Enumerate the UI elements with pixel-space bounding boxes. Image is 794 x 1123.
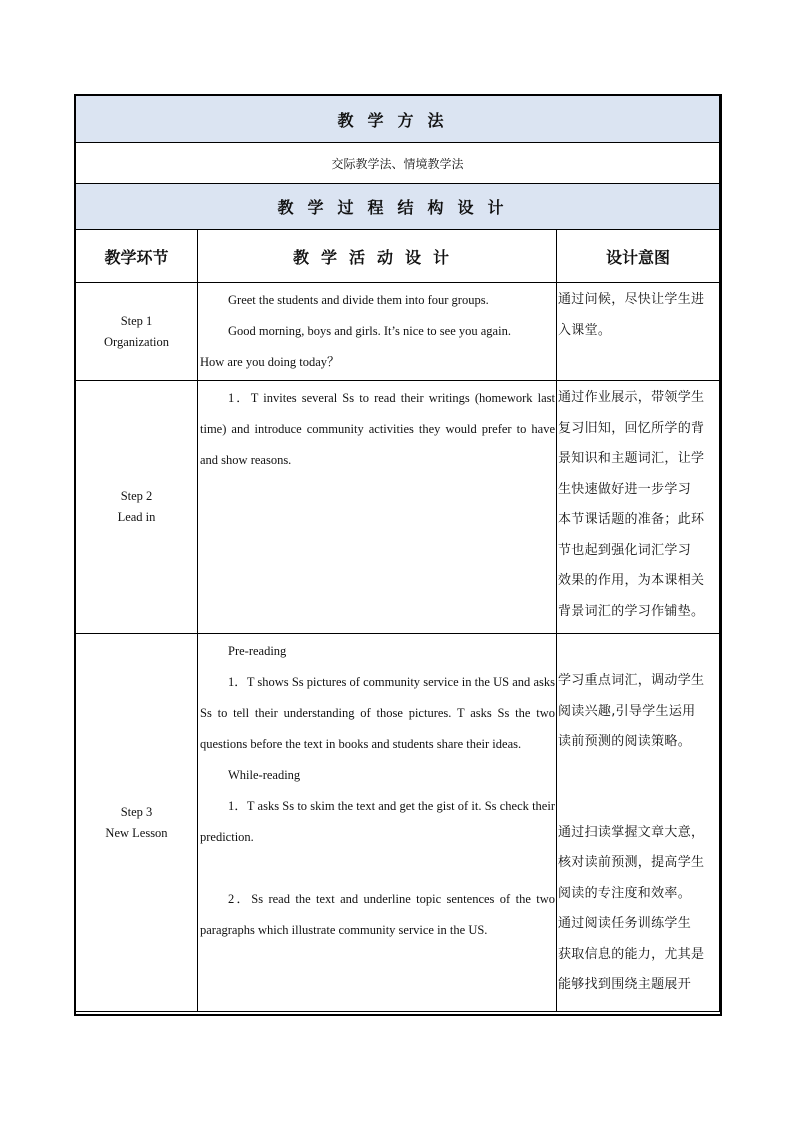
spacer bbox=[558, 636, 719, 666]
spacer bbox=[558, 788, 719, 818]
step-2-intent-line: 景知识和主题词汇，让学 bbox=[558, 451, 705, 466]
step-3-intent-line: 核对读前预测，提高学生 bbox=[558, 855, 705, 870]
step-1-activity-good-morning: Good morning, boys and girls. It’s nice to see you again. bbox=[228, 324, 511, 338]
process-header-row bbox=[76, 184, 720, 230]
step-2-intent-line: 本节课话题的准备；此环 bbox=[558, 512, 705, 527]
step-2-intent-line: 背景词汇的学习作铺垫。 bbox=[558, 603, 705, 619]
step-1-activities bbox=[198, 283, 557, 381]
table-row-step-2 bbox=[76, 381, 720, 634]
step-2-activities bbox=[198, 381, 557, 634]
column-header-row bbox=[76, 230, 720, 283]
column-header-stage: 教学环节 bbox=[76, 230, 198, 283]
spacer bbox=[200, 853, 555, 884]
step-2-cell bbox=[76, 381, 198, 634]
method-header: 教学方法 bbox=[76, 96, 720, 143]
step-3-intent-line: 读前预测的阅读策略。 bbox=[558, 734, 692, 749]
step-1-subtitle: Organization bbox=[103, 334, 170, 349]
step-3-intent-line: 通过扫读掌握文章大意， bbox=[558, 824, 705, 840]
step-2-intent-line: 复习旧知，回忆所学的背 bbox=[558, 420, 705, 436]
step-2-intent-line: 效果的作用，为本课相关 bbox=[558, 573, 705, 588]
step-2-intent-line: 节也起到强化词汇学习 bbox=[558, 542, 692, 558]
step-2-intent bbox=[557, 381, 720, 634]
step-1-title: Step 1 bbox=[120, 313, 153, 328]
method-value: 交际教学法、情境教学法 bbox=[76, 143, 720, 184]
step-1-cell bbox=[76, 283, 198, 381]
step-3-subtitle: New Lesson bbox=[105, 825, 168, 840]
step-2-activity-writings: 1．T invites several Ss to read their writings (homework last time) and introduce community activities they would prefer to have and show reasons. bbox=[200, 391, 555, 467]
step-3-cell bbox=[76, 634, 198, 1012]
step-1-intent-line: 入课堂。 bbox=[558, 322, 612, 338]
step-3-while-reading-heading: While-reading bbox=[228, 768, 301, 782]
step-1-intent bbox=[557, 283, 720, 381]
step-1-intent-line: 通过问候，尽快让学生进 bbox=[558, 292, 705, 307]
step-3-intent-line: 通过阅读任务训练学生 bbox=[558, 916, 692, 931]
step-3-intent-line: 阅读的专注度和效率。 bbox=[558, 885, 692, 901]
step-3-intent-line: 阅读兴趣,引导学生运用 bbox=[558, 703, 696, 719]
spacer bbox=[558, 758, 719, 788]
step-2-intent-line: 通过作业展示，带领学生 bbox=[558, 390, 705, 405]
step-3-title: Step 3 bbox=[120, 804, 153, 819]
step-3-intent-line: 学习重点词汇，调动学生 bbox=[558, 673, 705, 688]
column-header-intent: 设计意图 bbox=[557, 230, 720, 283]
step-3-intent bbox=[557, 634, 720, 1012]
step-3-intent-line: 获取信息的能力，尤其是 bbox=[558, 946, 705, 962]
table-row-step-3 bbox=[76, 634, 720, 1012]
step-1-activity-greet: Greet the students and divide them into four groups. bbox=[228, 293, 489, 307]
step-1-activity-how-are-you: How are you doing today？ bbox=[200, 355, 340, 369]
column-header-activity: 教学活动设计 bbox=[198, 230, 557, 283]
step-3-activities bbox=[198, 634, 557, 1012]
step-2-intent-line: 生快速做好进一步学习 bbox=[558, 481, 692, 497]
method-value-row bbox=[76, 143, 720, 184]
step-2-subtitle: Lead in bbox=[117, 510, 156, 524]
step-3-activity-skim: 1．T asks Ss to skim the text and get the gist of it. Ss check their prediction. bbox=[200, 799, 555, 844]
step-2-title: Step 2 bbox=[120, 489, 153, 503]
process-header: 教学过程结构设计 bbox=[76, 184, 720, 230]
method-header-row bbox=[76, 96, 720, 143]
step-3-pre-reading-heading: Pre-reading bbox=[228, 644, 287, 658]
step-3-activity-underline: 2．Ss read the text and underline topic sentences of the two paragraphs which illustrate community service in the US. bbox=[200, 892, 555, 937]
step-3-intent-line: 能够找到围绕主题展开 bbox=[558, 977, 692, 992]
step-3-activity-pictures: 1．T shows Ss pictures of community service in the US and asks Ss to tell their understanding of those pictures. T asks Ss the two questions before the text in books and students share their ideas. bbox=[200, 675, 555, 751]
lesson-plan-table bbox=[75, 95, 720, 1012]
table-row-step-1 bbox=[76, 283, 720, 381]
